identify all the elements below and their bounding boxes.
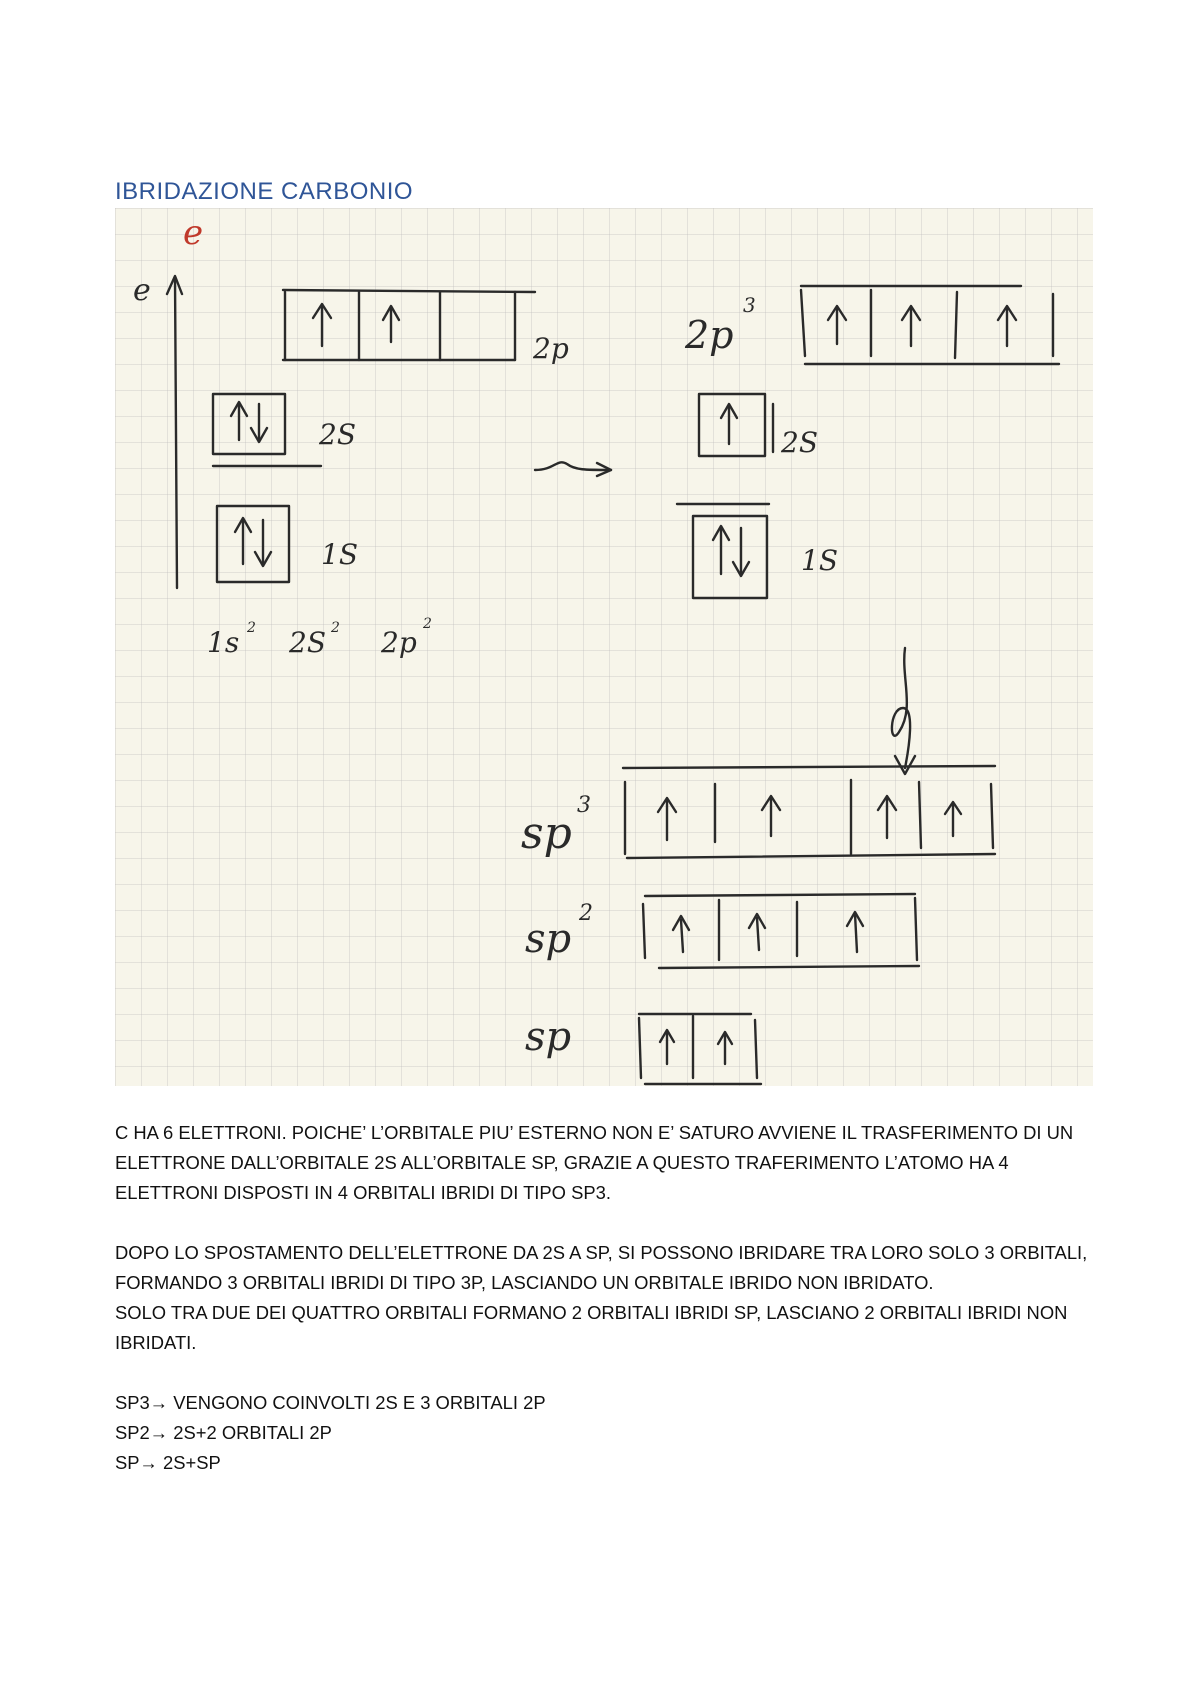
electron-up-icon [313,304,331,346]
sp-label: sp [525,1014,572,1060]
energy-axis-label: e [133,273,151,308]
svg-text:2: 2 [331,620,340,636]
energy-axis [167,276,182,588]
electron-up-icon [749,914,765,950]
ground-1s-orbital [217,506,289,582]
sp2-label: sp [525,916,572,962]
page-title: IBRIDAZIONE CARBONIO [115,178,414,205]
ground-configuration [207,616,432,659]
hybridization-sketch [115,208,1093,1086]
excited-2p-orbitals [801,286,1059,364]
paragraph-1: C HA 6 ELETTRONI. POICHE’ L’ORBITALE PIU’ ESTERNO NON E’ SATURO AVVIENE IL TRASFERIMENTO DI UN ELETTRONE DALL’ORBITALE 2S ALL’ORBITALE SP, GRAZIE A QUESTO TRAFERIMENTO L’ATOMO HA 4 ELETTRONI DISPOSTI IN 4 ORBITALI IBRIDI DI TIPO SP3. [115,1122,1074,1203]
electron-up-icon [718,1032,732,1064]
electron-up-icon [828,306,846,344]
svg-text:2p: 2p [381,626,417,659]
paragraph-2: DOPO LO SPOSTAMENTO DELL’ELETTRONE DA 2S A SP, SI POSSONO IBRIDARE TRA LORO SOLO 3 ORBITALI, FORMANDO 3 ORBITALI IBRIDI DI TIPO 3P, LASCIANDO UN ORBITALE IBRIDO NON IBRIDATO. [115,1242,1088,1293]
spacer [115,1358,1095,1388]
summary-line-sp: SP→ 2S+SP [115,1452,221,1473]
sp-orbitals [639,1014,761,1084]
electron-up-icon [878,796,896,838]
spacer [115,1208,1095,1238]
excited-1s-label: 1S [801,544,838,577]
excited-2p-superscript: 3 [743,293,756,317]
electron-up-icon [847,912,863,952]
sp2-superscript: 2 [579,901,593,926]
electron-up-icon [762,796,780,836]
electron-pair-icon [713,526,749,576]
electron-up-icon [945,802,961,836]
excited-2p-label: 2p [685,313,734,357]
transition-arrow-icon [535,462,611,476]
electron-up-icon [998,306,1016,346]
electron-up-icon [658,798,676,840]
electron-up-icon [673,916,689,952]
sp3-label: sp [521,808,572,859]
sp3-superscript: 3 [577,793,591,818]
summary-line-sp3: SP3→ VENGONO COINVOLTI 2S E 3 ORBITALI 2P [115,1392,546,1413]
electron-up-icon [660,1030,674,1064]
svg-text:2S: 2S [289,626,326,659]
ground-1s-label: 1S [321,538,358,571]
excited-1s-orbital [677,504,769,598]
ground-2p-orbitals [283,290,535,360]
excited-2s-label: 2S [781,426,818,459]
sp3-orbitals [623,766,995,858]
svg-text:2: 2 [423,616,432,632]
sp2-orbitals [643,894,919,968]
energy-top-label: e [183,213,204,253]
electron-pair-icon [235,518,271,566]
svg-text:1s: 1s [207,626,240,659]
ground-2s-orbital [213,394,321,466]
excited-2s-orbital [699,394,773,456]
electron-up-icon [902,306,920,346]
down-arrow-icon [892,648,915,774]
electron-up-icon [721,404,737,444]
summary-line-sp2: SP2→ 2S+2 ORBITALI 2P [115,1422,332,1443]
ground-2s-label: 2S [319,418,356,451]
explanation-text [115,1118,1095,1478]
electron-up-icon [383,306,399,342]
paragraph-3: SOLO TRA DUE DEI QUATTRO ORBITALI FORMANO 2 ORBITALI IBRIDI SP, LASCIANO 2 ORBITALI IBRIDI NON IBRIDATI. [115,1302,1068,1353]
electron-pair-icon [231,402,267,442]
svg-text:2: 2 [247,620,256,636]
ground-2p-label: 2p [533,332,569,365]
